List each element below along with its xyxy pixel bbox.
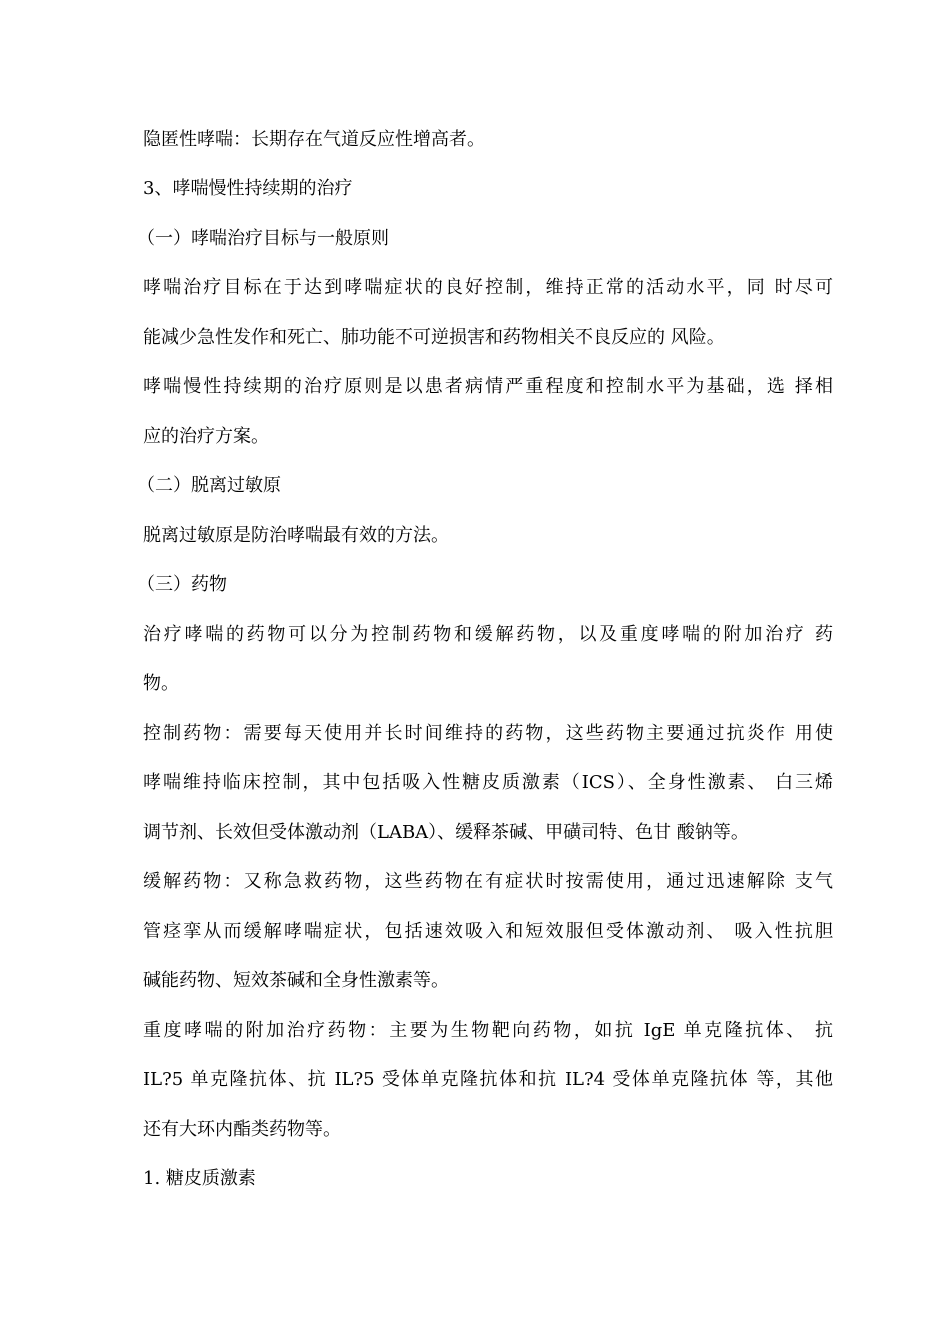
subsection-heading: （二）脱离过敏原 [137,475,281,496]
paragraph-line: 还有大环内酯类药物等。 [143,1119,341,1140]
paragraph-line: 缓解药物：又称急救药物，这些药物在有症状时按需使用，通过迅速解除 支气 [143,871,833,892]
paragraph-line: 碱能药物、短效茶碱和全身性激素等。 [143,970,449,991]
paragraph-line: IL?5 单克隆抗体、抗 IL?5 受体单克隆抗体和抗 IL?4 受体单克隆抗体 等，其他 [143,1069,833,1090]
paragraph-line: 应的治疗方案。 [143,426,269,447]
paragraph-line: 哮喘维持临床控制，其中包括吸入性糖皮质激素（ICS）、全身性激素、 白三烯 [143,772,833,793]
paragraph-line: 重度哮喘的附加治疗药物：主要为生物靶向药物，如抗 IgE 单克隆抗体、 抗 [143,1020,833,1041]
paragraph-line: 物。 [143,673,179,694]
paragraph-line: 隐匿性哮喘：长期存在气道反应性增高者。 [143,129,485,150]
paragraph-line: 控制药物：需要每天使用并长时间维持的药物，这些药物主要通过抗炎作 用使 [143,723,833,744]
paragraph-line: 脱离过敏原是防治哮喘最有效的方法。 [143,525,449,546]
subsection-heading: （一）哮喘治疗目标与一般原则 [137,228,389,249]
numbered-heading: 1. 糖皮质激素 [143,1168,256,1189]
paragraph-line: 调节剂、长效但受体激动剂（LABA）、缓释茶碱、甲磺司特、色甘 酸钠等。 [143,822,749,843]
subsection-heading: （三）药物 [137,574,227,595]
paragraph-line: 管痉挛从而缓解哮喘症状，包括速效吸入和短效服但受体激动剂、 吸入性抗胆 [143,921,833,942]
paragraph-line: 治疗哮喘的药物可以分为控制药物和缓解药物，以及重度哮喘的附加治疗 药 [143,624,833,645]
paragraph-line: 哮喘慢性持续期的治疗原则是以患者病情严重程度和控制水平为基础，选 择相 [143,376,833,397]
paragraph-line: 能减少急性发作和死亡、肺功能不可逆损害和药物相关不良反应的 风险。 [143,327,725,348]
paragraph-line: 哮喘治疗目标在于达到哮喘症状的良好控制，维持正常的活动水平，同 时尽可 [143,277,833,298]
section-heading: 3、哮喘慢性持续期的治疗 [143,178,353,199]
